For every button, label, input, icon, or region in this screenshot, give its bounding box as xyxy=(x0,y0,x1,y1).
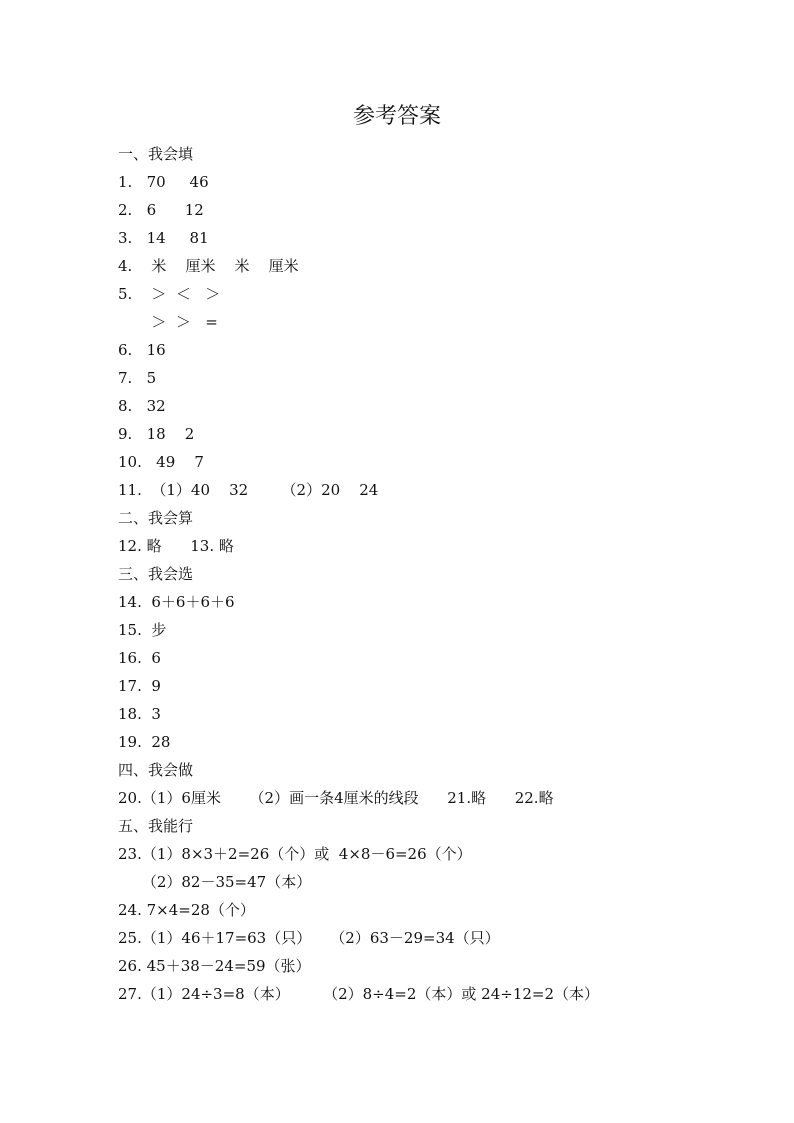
section-heading-can: 五、我能行 xyxy=(118,817,194,835)
answer-line-12-13: 12. 略 13. 略 xyxy=(118,537,234,555)
answer-line-17: 17. 9 xyxy=(118,677,161,695)
answer-line-23: 23.（1）8×3＋2=26（个）或 4×8－6=26（个） xyxy=(118,845,472,863)
answer-line-6: 6. 16 xyxy=(118,341,166,359)
answer-line-11: 11. （1）40 32 （2）20 24 xyxy=(118,481,379,499)
answer-line-4: 4. 米 厘米 米 厘米 xyxy=(118,257,299,275)
answer-line-3: 3. 14 81 xyxy=(118,229,209,247)
answer-line-10: 10. 49 7 xyxy=(118,453,204,471)
section-heading-fill: 一、我会填 xyxy=(118,145,194,163)
answer-line-18: 18. 3 xyxy=(118,705,161,723)
answer-line-19: 19. 28 xyxy=(118,733,171,751)
answer-line-9: 9. 18 2 xyxy=(118,425,195,443)
section-heading-choose: 三、我会选 xyxy=(118,565,194,583)
answer-line-8: 8. 32 xyxy=(118,397,166,415)
answer-line-1: 1. 70 46 xyxy=(118,173,209,191)
answer-line-23-cont: （2）82－35=47（本） xyxy=(118,873,312,891)
section-heading-calc: 二、我会算 xyxy=(118,509,194,527)
answer-line-27: 27.（1）24÷3=8（本） （2）8÷4=2（本）或 24÷12=2（本） xyxy=(118,985,600,1003)
answer-line-24: 24. 7×4=28（个） xyxy=(118,901,255,919)
answer-line-5: 5. ＞ ＜ ＞ xyxy=(118,285,221,303)
answer-line-15: 15. 步 xyxy=(118,621,167,639)
answer-line-26: 26. 45＋38－24=59（张） xyxy=(118,957,311,975)
answer-line-14: 14. 6＋6＋6＋6 xyxy=(118,593,235,611)
answer-line-25: 25.（1）46＋17=63（只） （2）63－29=34（只） xyxy=(118,929,500,947)
answer-line-20-22: 20.（1）6厘米 （2）画一条4厘米的线段 21.略 22.略 xyxy=(118,789,554,807)
answer-line-16: 16. 6 xyxy=(118,649,161,667)
answer-line-2: 2. 6 12 xyxy=(118,201,204,219)
answer-line-5-cont: ＞ ＞ = xyxy=(118,313,218,331)
page-title: 参考答案 xyxy=(352,104,441,129)
answer-line-7: 7. 5 xyxy=(118,369,157,387)
section-heading-do: 四、我会做 xyxy=(118,761,194,779)
